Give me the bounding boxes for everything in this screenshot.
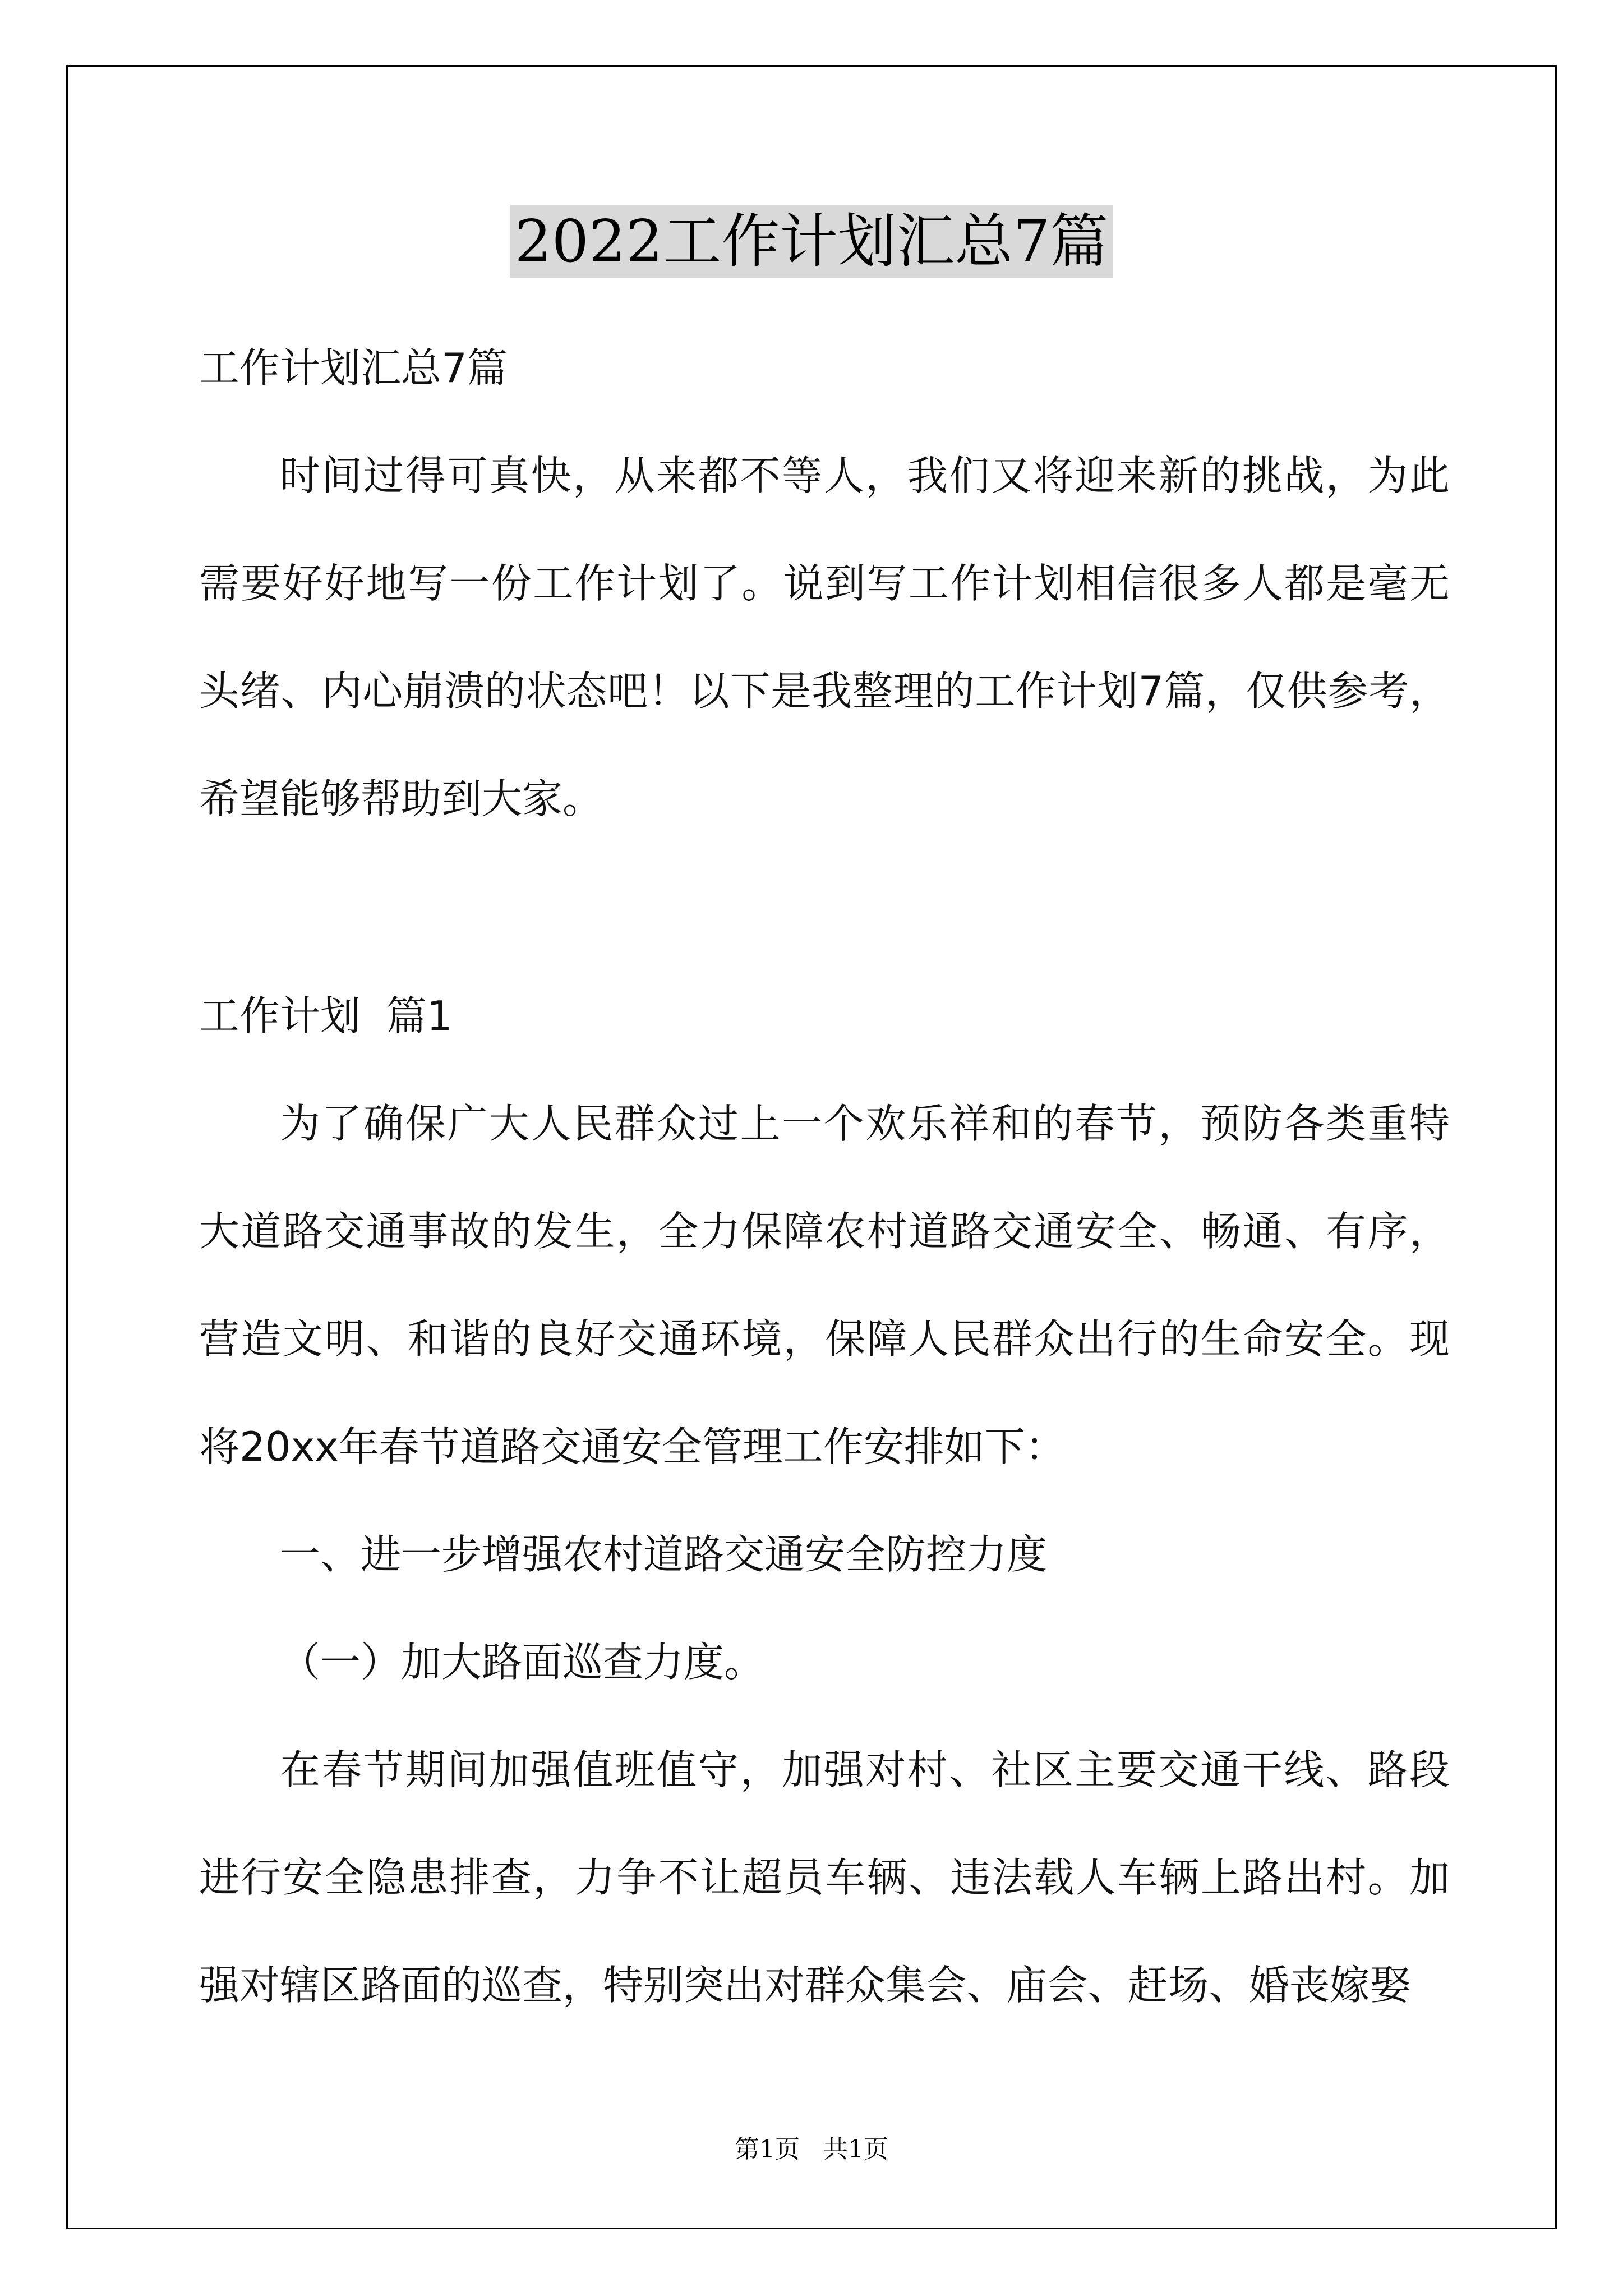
paragraph-2: 在春节期间加强值班值守，加强对村、社区主要交通干线、路段进行安全隐患排查，力争不让超员车辆、违法载人车辆上路出村。加强对辖区路面的巡查，特别突出对群众集会、庙会、赶场、婚丧嫁娶 [199, 1746, 1450, 2009]
title-text: 2022工作计划汇总7篇 [510, 205, 1113, 278]
paragraph-1: 为了确保广大人民群众过上一个欢乐祥和的春节，预防各类重特大道路交通事故的发生，全力保障农村道路交通安全、畅通、有序，营造文明、和谐的良好交通环境，保障人民群众出行的生命安全。现将20xx年春节道路交通安全管理工作安排如下： [199, 1100, 1450, 1470]
page-info: 第1页 共1页 [735, 2135, 888, 2164]
document-title [0, 202, 1623, 280]
intro-paragraph: 时间过得可真快，从来都不等人，我们又将迎来新的挑战，为此需要好好地写一份工作计划了。说到写工作计划相信很多人都是毫无头绪、内心崩溃的状态吧！以下是我整理的工作计划7篇，仅供参考，希望能够帮助到大家。 [199, 452, 1450, 822]
subpoint-1: （一）加大路面巡查力度。 [280, 1639, 765, 1686]
document-body [199, 314, 1450, 2039]
section-heading: 工作计划 篇1 [199, 992, 453, 1039]
section-gap [199, 853, 1450, 962]
point-1: 一、进一步增强农村道路交通安全防控力度 [280, 1531, 1048, 1578]
page-footer [0, 2129, 1623, 2165]
subtitle: 工作计划汇总7篇 [199, 344, 508, 392]
